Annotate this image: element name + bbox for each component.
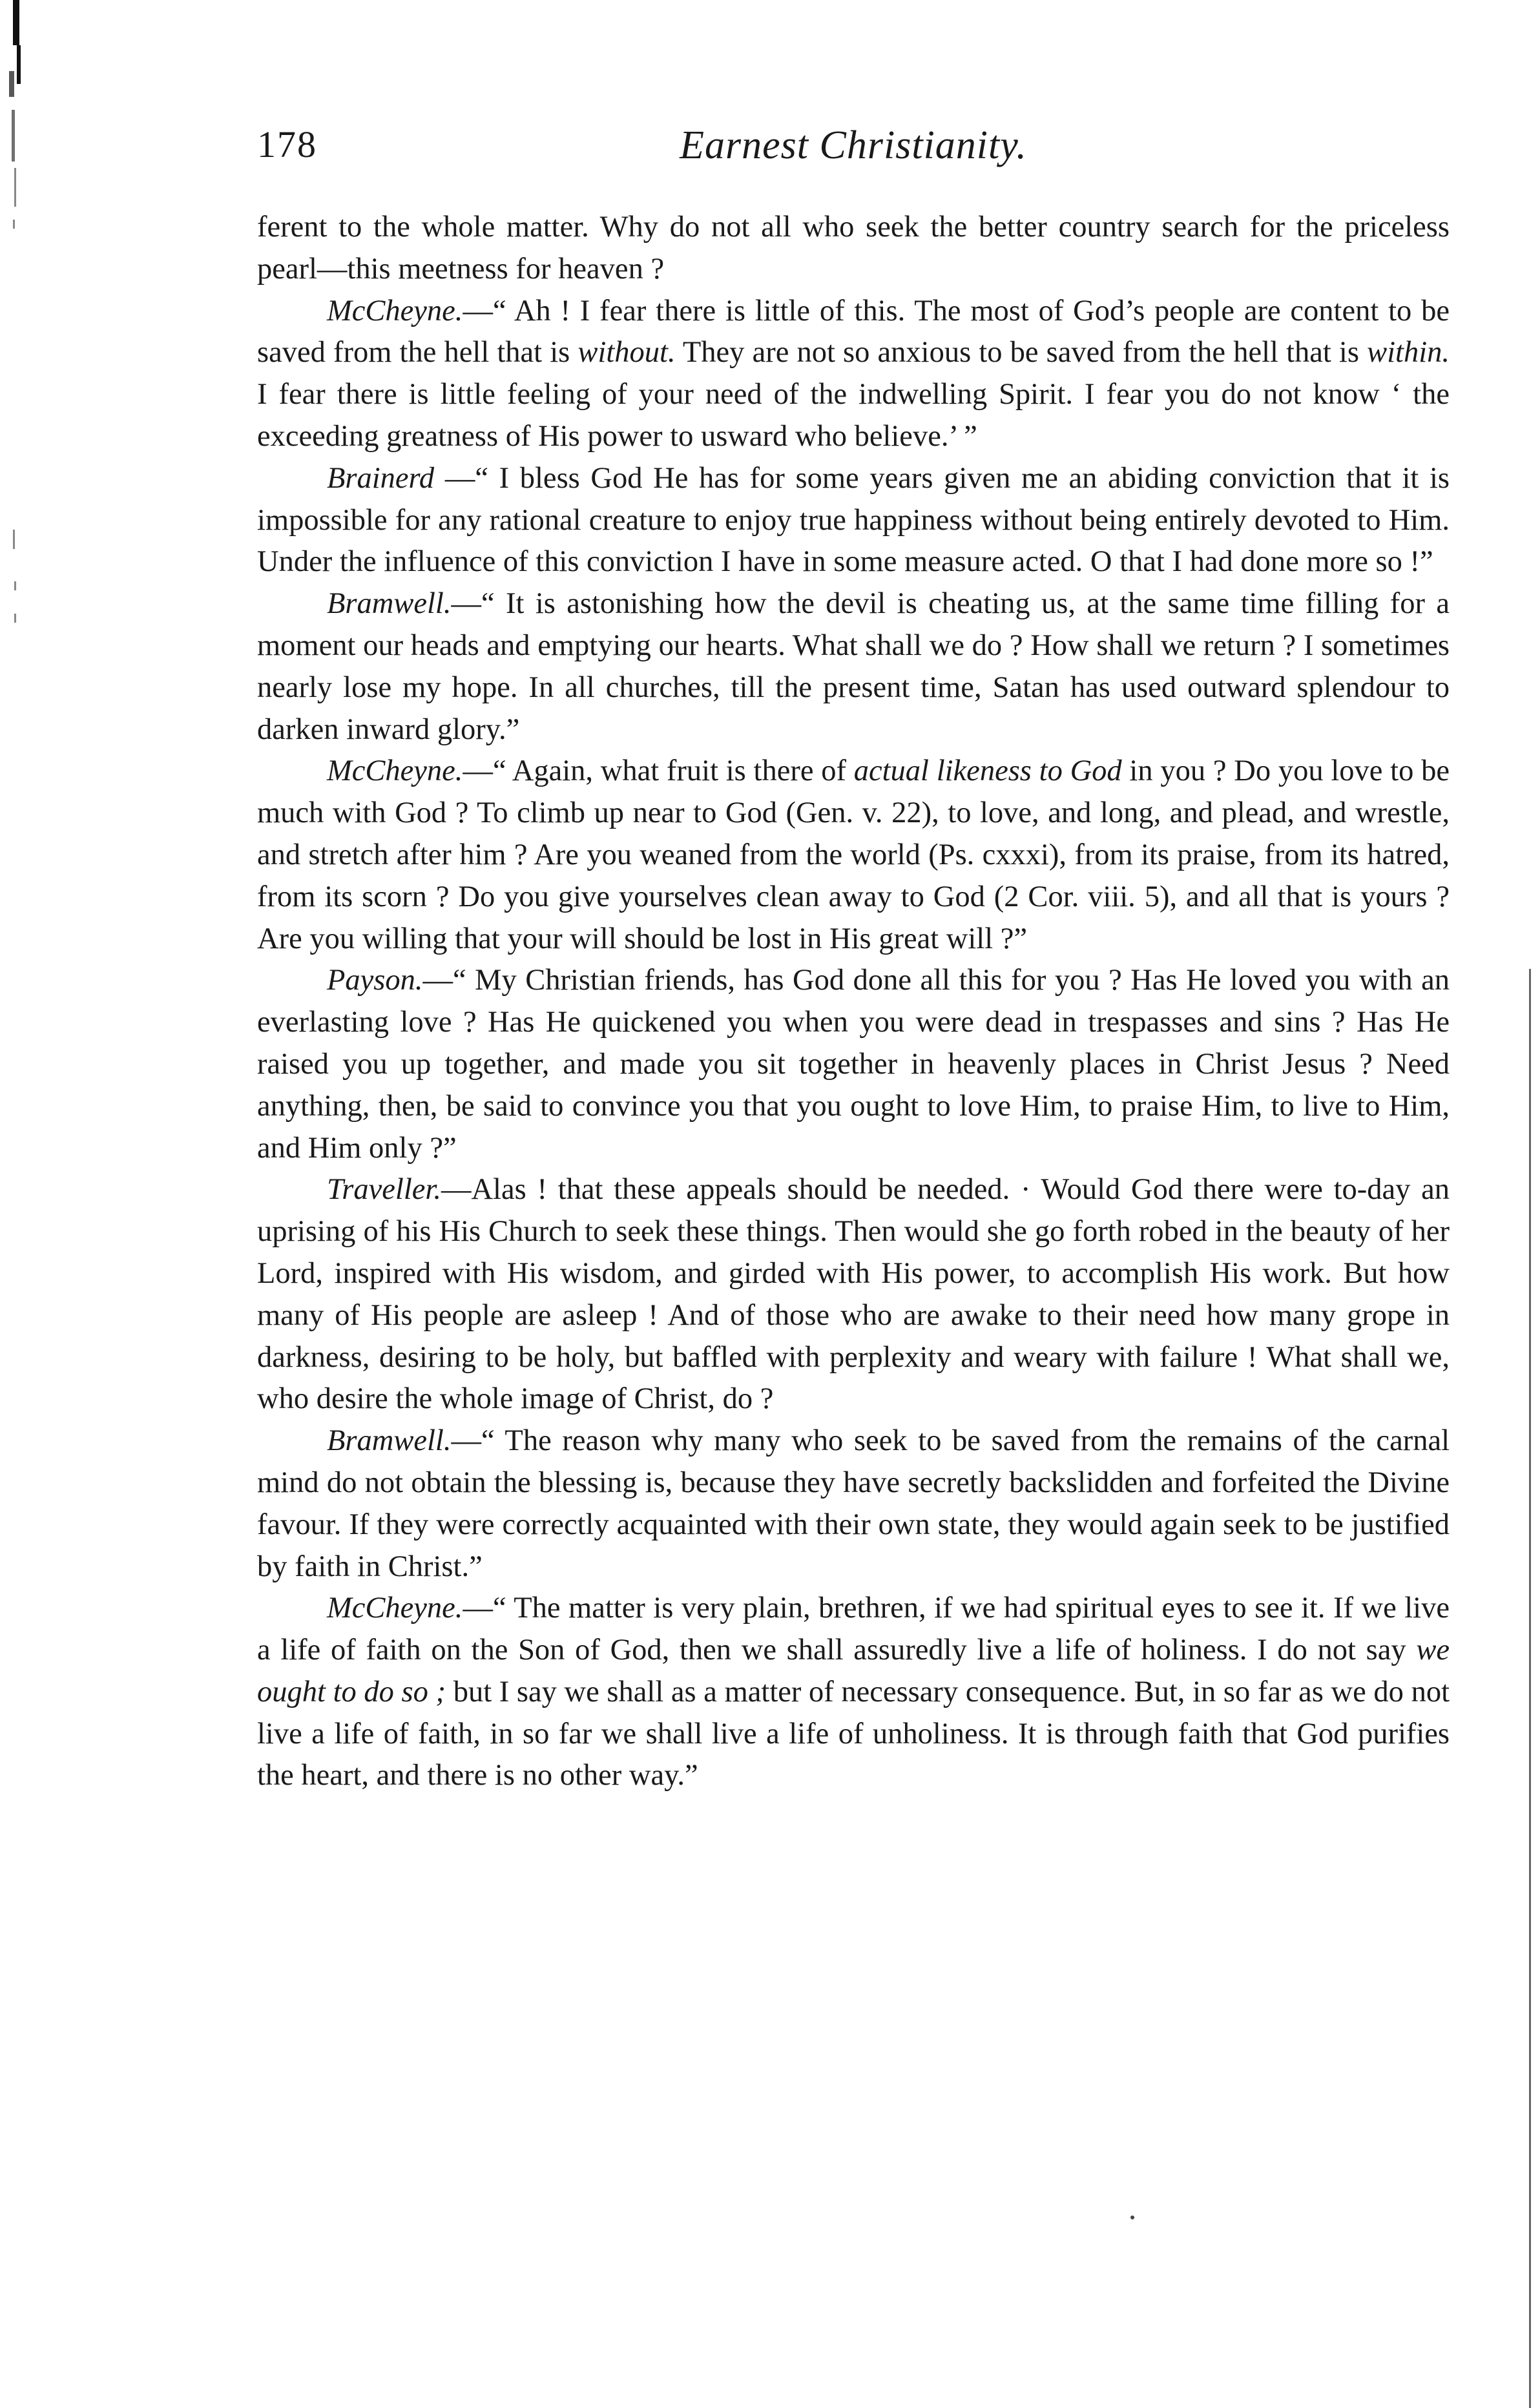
running-title: Earnest Christianity. — [680, 123, 1027, 167]
book-page — [257, 123, 1450, 1797]
speaker-name: McCheyne. — [327, 1592, 463, 1625]
paragraph — [257, 751, 1450, 960]
speaker-name: McCheyne. — [327, 754, 463, 788]
text-segment: ferent to the whole matter. Why do not all who seek the better country search for the priceless pearl—this meetness for heaven ? — [257, 211, 1450, 285]
speaker-name: Brainerd — [327, 461, 435, 495]
speaker-name: Bramwell. — [327, 587, 452, 621]
text-segment: —“ It is astonishing how the devil is cheating us, at the same time filling for a moment our heads and emptying our hearts. What shall we do ? How shall we return ? I sometimes nearly lose my hope. In all churches, till the present time, Satan has used outward splendour to darken inward glory.” — [257, 587, 1450, 746]
text-segment: —Alas ! that these appeals should be needed. · Would God there were to-day an uprising of his His Church to seek these things. Then would she go forth robed in the beauty of her Lord, inspired with His wisdom, and girded with His power, to accomplish His work. But how many of His people are asleep ! And of those who are awake to their need how many grope in darkness, desiring to be holy, but baffled with perplexity and weary with failure ! What shall we, who desire the whole image of Christ, do ? — [257, 1173, 1450, 1416]
left-margin-scan-marks — [0, 0, 39, 2408]
paragraph — [257, 960, 1450, 1169]
paragraph — [257, 458, 1450, 583]
italic-text: we ought to do so ; — [257, 1634, 1450, 1708]
paragraph — [257, 207, 1450, 291]
paragraph — [257, 1169, 1450, 1420]
speaker-name: McCheyne. — [327, 294, 463, 327]
body-text — [257, 207, 1450, 1797]
text-segment: I fear there is little feeling of your need of the indwelling Spirit. I fear you do not know ‘ the exceeding greatness of His power to usward who believe.’ ” — [257, 378, 1450, 453]
text-segment: —“ Ah ! I fear there is little of this. The most of God’s people are content to be saved from the hell that is — [257, 294, 1450, 369]
paragraph — [257, 1420, 1450, 1588]
paragraph — [257, 291, 1450, 458]
paragraph — [257, 1588, 1450, 1797]
italic-text: actual likeness to God — [853, 754, 1122, 788]
speaker-name: Payson. — [327, 964, 423, 997]
italic-text: within. — [1367, 336, 1450, 369]
text-segment: —“ The matter is very plain, brethren, if we had spiritual eyes to see it. If we live a life of faith on the Son of God, then we shall assuredly live a life of holiness. I do not say — [257, 1592, 1450, 1667]
text-segment: —“ The reason why many who seek to be saved from the remains of the carnal mind do not obtain the blessing is, because they have secretly backslidden and forfeited the Divine favour. If they were correctly acquainted with their own state, they would again seek to be justified by faith in Christ.” — [257, 1424, 1450, 1583]
paragraph — [257, 583, 1450, 751]
text-segment: —“ I bless God He has for some years given me an abiding conviction that it is impossible for any rational creature to enjoy true happiness without being entirely devoted to Him. Under the influence of this conviction I have in some measure acted. O that I had done more so !” — [257, 461, 1450, 579]
page-number: 178 — [257, 123, 317, 165]
speaker-name: Traveller. — [327, 1173, 441, 1207]
text-segment: but I say we shall as a matter of necessary consequence. But, in so far as we do not live a life of faith, in so far we shall live a life of unholiness. It is through faith that God purifies the heart, and there is no other way.” — [257, 1675, 1450, 1792]
stray-mark — [1130, 2216, 1134, 2219]
text-segment: They are not so anxious to be saved from the hell that is — [675, 336, 1368, 369]
speaker-name: Bramwell. — [327, 1424, 452, 1458]
right-margin-scan-edge — [1529, 969, 1535, 2408]
italic-text: without. — [578, 336, 676, 369]
text-segment: —“ My Christian friends, has God done all this for you ? Has He loved you with an everlasting love ? Has He quickened you when you were dead in trespasses and sins ? Has He raised you up together, and made you sit together in heavenly places in Christ Jesus ? Need anything, then, be said to convince you that you ought to love Him, to praise Him, to live to Him, and Him only ?” — [257, 964, 1450, 1165]
running-head — [257, 123, 1450, 187]
text-segment: in you ? Do you love to be much with God ? To climb up near to God (Gen. v. 22), to love, and long, and plead, and wrestle, and stretch after him ? Are you weaned from the world (Ps. cxxxi), from its praise, from its hatred, from its scorn ? Do you give yourselves clean away to God (2 Cor. viii. 5), and all that is yours ? Are you willing that your will should be lost in His great will ?” — [257, 754, 1450, 955]
text-segment: —“ Again, what fruit is there of — [463, 754, 854, 788]
